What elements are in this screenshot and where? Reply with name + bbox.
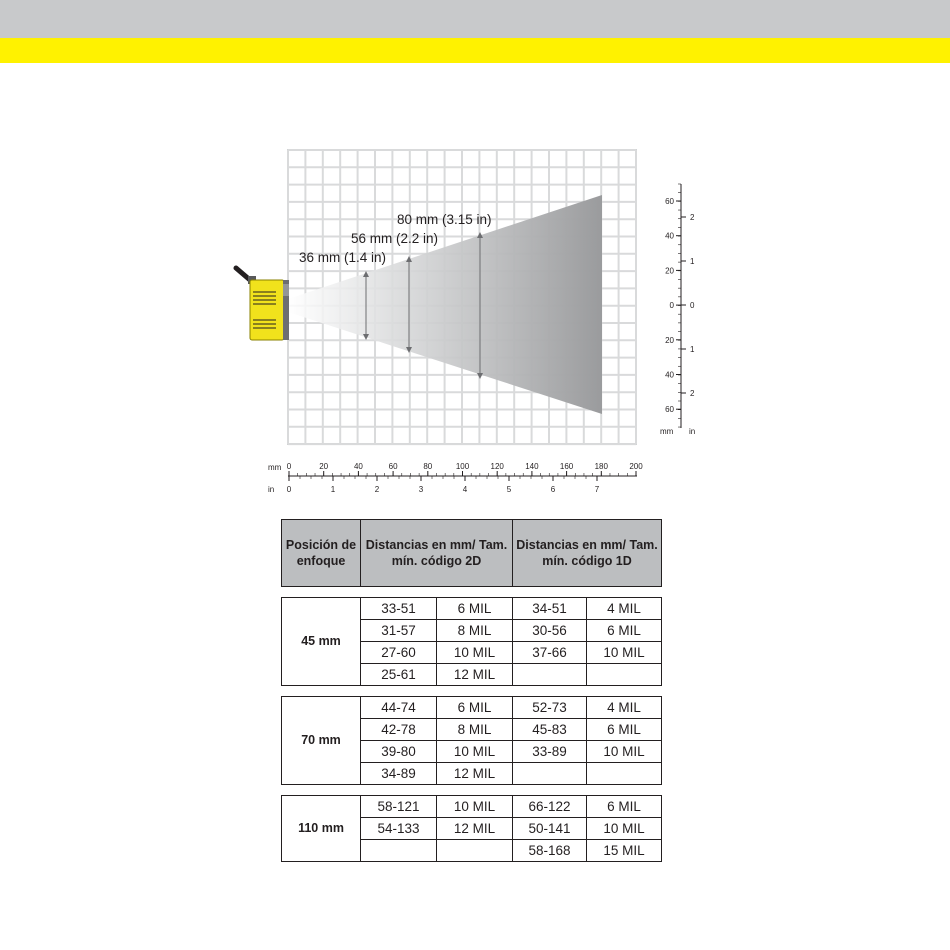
x-in-tick-label: 5 — [506, 485, 512, 494]
min-size-2d-cell: 10 MIL — [437, 642, 513, 664]
y-mm-tick-label: 60 — [665, 405, 674, 415]
range-2d-cell: 33-51 — [361, 598, 437, 620]
focus-position-cell: 45 mm — [282, 598, 361, 686]
y-mm-tick-label: 20 — [665, 266, 674, 276]
range-2d-cell: 44-74 — [361, 697, 437, 719]
min-size-2d-cell: 8 MIL — [437, 620, 513, 642]
min-size-1d-cell: 4 MIL — [587, 697, 662, 719]
x-in-tick-label: 2 — [374, 485, 380, 494]
y-in-tick-label: 2 — [690, 389, 695, 398]
x-in-tick-label: 6 — [550, 485, 556, 494]
focus-position-cell: 70 mm — [282, 697, 361, 785]
header-2d-distances: Distancias en mm/ Tam. mín. código 2D — [361, 520, 513, 587]
x-mm-tick-label: 20 — [319, 462, 329, 471]
range-1d-cell: 30-56 — [513, 620, 587, 642]
min-size-1d-cell: 4 MIL — [587, 598, 662, 620]
x-axis — [268, 462, 643, 494]
min-size-2d-cell: 12 MIL — [437, 664, 513, 686]
x-in-tick-label: 0 — [286, 485, 292, 494]
range-2d-cell: 42-78 — [361, 719, 437, 741]
min-size-2d-cell: 6 MIL — [437, 697, 513, 719]
field-label-80mm: 80 mm (3.15 in) — [397, 212, 492, 227]
table-row — [282, 796, 662, 818]
min-size-2d-cell: 6 MIL — [437, 598, 513, 620]
range-1d-cell — [513, 664, 587, 686]
y-mm-tick-label: 60 — [665, 197, 674, 206]
field-label-36mm: 36 mm (1.4 in) — [299, 250, 387, 265]
y-mm-tick-label: 0 — [669, 301, 674, 311]
range-1d-cell: 34-51 — [513, 598, 587, 620]
x-in-tick-label: 4 — [462, 485, 468, 494]
x-mm-tick-label: 40 — [353, 462, 363, 471]
x-mm-tick-label: 60 — [388, 462, 398, 471]
range-2d-cell: 25-61 — [361, 664, 437, 686]
min-size-1d-cell: 6 MIL — [587, 719, 662, 741]
y-axis-unit-mm: mm — [660, 427, 674, 436]
min-size-1d-cell: 15 MIL — [587, 840, 662, 862]
reading-distances-table — [281, 519, 662, 862]
x-in-tick-label: 3 — [418, 485, 424, 494]
x-mm-tick-label: 180 — [594, 462, 608, 471]
min-size-2d-cell — [437, 840, 513, 862]
min-size-2d-cell: 10 MIL — [437, 741, 513, 763]
table-spacer — [282, 686, 662, 697]
y-mm-tick-label: 40 — [665, 370, 674, 380]
range-1d-cell: 58-168 — [513, 840, 587, 862]
range-1d-cell: 50-141 — [513, 818, 587, 840]
y-in-tick-label: 1 — [690, 345, 695, 354]
x-mm-tick-label: 80 — [423, 462, 433, 471]
min-size-2d-cell: 12 MIL — [437, 763, 513, 785]
focus-position-cell: 110 mm — [282, 796, 361, 862]
y-axis-unit-in: in — [689, 427, 696, 436]
min-size-1d-cell: 10 MIL — [587, 741, 662, 763]
range-2d-cell: 39-80 — [361, 741, 437, 763]
y-mm-tick-label: 40 — [665, 231, 674, 241]
range-2d-cell: 27-60 — [361, 642, 437, 664]
range-1d-cell: 66-122 — [513, 796, 587, 818]
table-spacer — [282, 785, 662, 796]
range-2d-cell: 58-121 — [361, 796, 437, 818]
min-size-1d-cell: 6 MIL — [587, 796, 662, 818]
range-1d-cell: 52-73 — [513, 697, 587, 719]
x-mm-tick-label: 200 — [629, 462, 643, 471]
x-mm-tick-label: 0 — [286, 462, 292, 471]
table-row — [282, 697, 662, 719]
range-1d-cell: 37-66 — [513, 642, 587, 664]
x-axis-unit-in: in — [268, 485, 275, 494]
y-mm-tick-label: 20 — [665, 335, 674, 345]
x-mm-tick-label: 140 — [525, 462, 539, 471]
x-in-tick-label: 7 — [594, 485, 600, 494]
range-1d-cell: 45-83 — [513, 719, 587, 741]
x-mm-tick-label: 160 — [559, 462, 574, 471]
min-size-1d-cell — [587, 664, 662, 686]
min-size-1d-cell: 6 MIL — [587, 620, 662, 642]
range-1d-cell — [513, 763, 587, 785]
min-size-1d-cell: 10 MIL — [587, 642, 662, 664]
header-1d-distances: Distancias en mm/ Tam. mín. código 1D — [513, 520, 662, 587]
x-mm-tick-label: 120 — [490, 462, 504, 471]
header-focus-position: Posición de enfoque — [282, 520, 361, 587]
y-in-tick-label: 1 — [690, 257, 695, 266]
range-2d-cell: 31-57 — [361, 620, 437, 642]
x-axis-unit-mm: mm — [268, 463, 282, 472]
field-label-56mm: 56 mm (2.2 in) — [351, 231, 439, 246]
min-size-1d-cell: 10 MIL — [587, 818, 662, 840]
min-size-2d-cell: 10 MIL — [437, 796, 513, 818]
range-2d-cell: 34-89 — [361, 763, 437, 785]
range-2d-cell — [361, 840, 437, 862]
y-in-tick-label: 0 — [690, 301, 695, 310]
x-mm-tick-label: 100 — [455, 462, 470, 471]
y-in-tick-label: 2 — [690, 213, 695, 222]
range-2d-cell: 54-133 — [361, 818, 437, 840]
table-row — [282, 598, 662, 620]
min-size-1d-cell — [587, 763, 662, 785]
table-spacer — [282, 587, 662, 598]
barcode-reader-icon — [236, 268, 289, 340]
range-1d-cell: 33-89 — [513, 741, 587, 763]
x-in-tick-label: 1 — [330, 485, 336, 494]
min-size-2d-cell: 12 MIL — [437, 818, 513, 840]
min-size-2d-cell: 8 MIL — [437, 719, 513, 741]
y-axis — [660, 184, 695, 436]
